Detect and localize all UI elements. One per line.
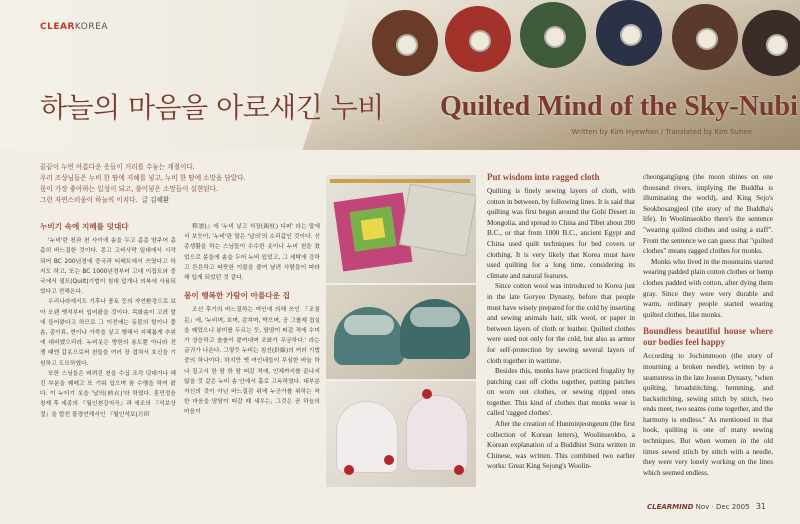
korean-paragraph: '누비'란 천과 천 사이에 솜을 두고 촘촘 땀주어 촘촘히 바느질한 것이다. 몽고 고비사막 일대에서 시작되어 BC 200년경에 중국과 티베트에서 쓰였다고 하지도 하고, 또는 BC 1000년경부터 고대 이집트와 중국에서 퀼트(Quilt)기법이 침대 덮개나 의복에 사용되었다고 전해온다. — [40, 238, 176, 296]
intro-author: 글 김혜환 — [141, 196, 170, 204]
korean-paragraph: 또한 스님들은 벼려진 천을 수십 조각 덧대거나 헤진 부분을 꿰매고 또 기워 입으며 참 수행을 하여 왔다. 이 누더기 옷을 '납의(衲衣)'라 하였다. 훈민정음 창제 후 세종의 『월인천강지곡』과 세조의 『석보상절』을 합친 불경언해서인 『월인석보(月印 — [40, 370, 176, 418]
issue-date: Nov · Dec 2005 — [695, 503, 750, 511]
magazine-name: CLEARMIND — [646, 503, 694, 511]
intro-text — [40, 162, 310, 206]
thread-spool-navy — [596, 0, 662, 66]
english-paragraph: After the creation of Hunminjeongeum (the first collection of Korean letters), Woolinseokbo, a Korean explanation of a Buddhist Sutra written in Chinese, was written. This combined two earlier works: Great King Sejong's Woolin- — [487, 420, 635, 471]
photo-quilted-pouches — [326, 381, 476, 487]
english-column-2 — [643, 172, 773, 500]
intro-line: 끝끝이 누빈 아름다운 옷들이 거리를 수놓는 계절이다. — [40, 163, 195, 171]
photo-quilted-cushion — [326, 175, 476, 283]
english-paragraph: Quilting is finely sewing layers of cloth, with cotton in between, by following lines. It is said that quilting was first begun around the Gobi Desert in Mongolia, and spread to China and Tibet about 200 B.C., or that from 1000 B.C., ancient Egypt and China used quilt techniques for bed covers or clothing. It is very likely that Korea must have used quilting for a long time, considering its climate and natural features. — [487, 187, 635, 280]
english-paragraph: According to Jochimmoon (the story of mourning a broken needle), written by a seamstress in the late Joseon Dynasty, "when quilting, broadstitching, hemming, and backstitching, sewing stitch by stitch, two ends meet, two seams come together, and the harmony is endless." As mentioned in that book, quilting is one of many sewing techniques. But when women in the old times sewed stitch by stitch with a needle, they were very lonely working on the lines which seemed endless. — [643, 352, 773, 477]
korean-paragraph: 우리나라에서도 기후나 풍토 등의 자연환경으로 보아 오랜 옛적부터 입어왔을 것이다. 목화솜이 고려 말에 들어왔다고 하므로 그 이전에는 동물의 털이나 풀솜, 종이류, 현이나 가죽을 넣고 행해서 지혜롭게 추위에 대비했으리라. 누비옷은 방한의 용도뿐 아니라 전쟁 때엔 갑옷으로써 천들을 여러 장 겹쳐서 호신을 기원하고 도모하였다. — [40, 299, 176, 367]
english-paragraph: cheongangjigog (the moon shines on one thousand rivers, implying the Buddha is illuminating the world), and King Sejo's Seokbosangjeol (the story of the Buddha's life). In Woolinseokbo there's the sentence "wearing quilted clothes and using a staff". From the sentence we can guess that "quilted clothes" means ragged clothes for monks. — [643, 173, 773, 256]
korean-column-2 — [184, 222, 320, 492]
thread-spool-red — [445, 6, 511, 72]
page-number: 31 — [755, 502, 766, 511]
intro-line: 그런 자연스러움이 하늘의 이치다. — [40, 196, 138, 204]
korean-paragraph: 조선 후기의 바느질하는 여인에 의해 쓰인 『조침문』에, '누비며, 호며, 감치며, 박으며, 공 그를제 겹실을 꿰었으니 봉미를 두르는 듯, 땀땀이 떠갈 적에 수미가 상응하고 솔솔이 붙여내며 조화가 무궁하다.' 라는 글귀가 나온다. 그렇듯 누비는 침선(針線)의 여러 기법 중의 하나이다. 하지만 옛 여인네들이 무심한 바늘 하나 짚고서 한 땀 한 땀 떠갈 적에, 인체까지를 끝나지 않을 것 같은 누비 솜 안에서 홀로 고독하였다. 대부분 자신의 것이 아닌 바느질감 위에 누군가를 위하는 착한 마음을 땀땀이 떠갈 때 세우는, 그것은 곧 하늘의 마음이 — [184, 307, 320, 416]
page-footer — [647, 502, 766, 511]
brand-logo: CLEARKOREA — [40, 22, 108, 32]
thread-spool-brown — [372, 10, 438, 76]
title-korean: 하늘의 마음을 아로새긴 누비 — [40, 91, 384, 124]
english-column-1 — [487, 172, 635, 500]
korean-paragraph: 釋譜)』에 '누비 넣고 석장(錫杖) 디퍼' 라는 말에서 보듯이, '누비'란 말은 '납의'의 소리값인 것이다. 선종생활을 하는 스님들이 수수한 옷이나 누비 천을 켰었으로 몸들에 솜을 두어 누비 입었고, 그 세탁에 강하고 튼튼하고 따뜻한 이불을 줄여 날려 사람들이 따라 해 입게 되었던 것 같다. — [184, 224, 320, 282]
intro-line: 몸이 가장 좋아하는 입성이 되고, 불어넣은 소망들이 실현된다. — [40, 185, 219, 193]
english-heading-2: Boundless beautiful house where our bodies feel happy — [643, 326, 773, 348]
thread-spool-dark — [742, 10, 800, 76]
korean-column-1 — [40, 222, 176, 492]
thread-spool-brown2 — [672, 4, 738, 70]
photo-column — [326, 175, 476, 487]
english-paragraph: Monks who lived in the mountains started wearing padded plain cotton clothes or hemp clothes padded with cotton, after dying them gray. Since they were very durable and warm, ordinary people started wearing quilted clothes, like monks. — [643, 257, 773, 319]
english-paragraph: Besides this, monks have practiced frugality by patching cast off cloths together, putting patches on worn out clothes, or sewing ripped ones together. This kind of clothes that monks wear is called 'ragged clothes'. — [487, 367, 635, 418]
byline: Written by Kim Hyewhan / Translated by Kim Suhee — [571, 128, 752, 136]
english-paragraph: Since cotton wool was introduced to Korea just in the late Goryeo Dynasty, before that people must have wisely prepared for the cold by inserting and sewing animals hair, silk wool, or paper in between layers of cloth or leather. Quilted clothes were used not only for the cold, but also as armor for self-protection by sewing several layers of cloth together in wartime. — [487, 282, 635, 365]
thread-spool-green — [520, 2, 586, 68]
korean-heading-1: 누비기 속에 지혜를 덧대다 — [40, 222, 129, 231]
korean-heading-2: 몸이 행복한 가람이 아름다운 집 — [184, 291, 290, 301]
english-heading-1: Put wisdom into ragged cloth — [487, 172, 600, 182]
title-english: Quilted Mind of the Sky-Nubi — [440, 91, 798, 122]
intro-line: 우리 조상님들은 누비 한 땀에 지혜를 넣고, 누비 한 땀에 소망을 담았다. — [40, 174, 246, 182]
photo-quilted-slippers — [326, 285, 476, 379]
